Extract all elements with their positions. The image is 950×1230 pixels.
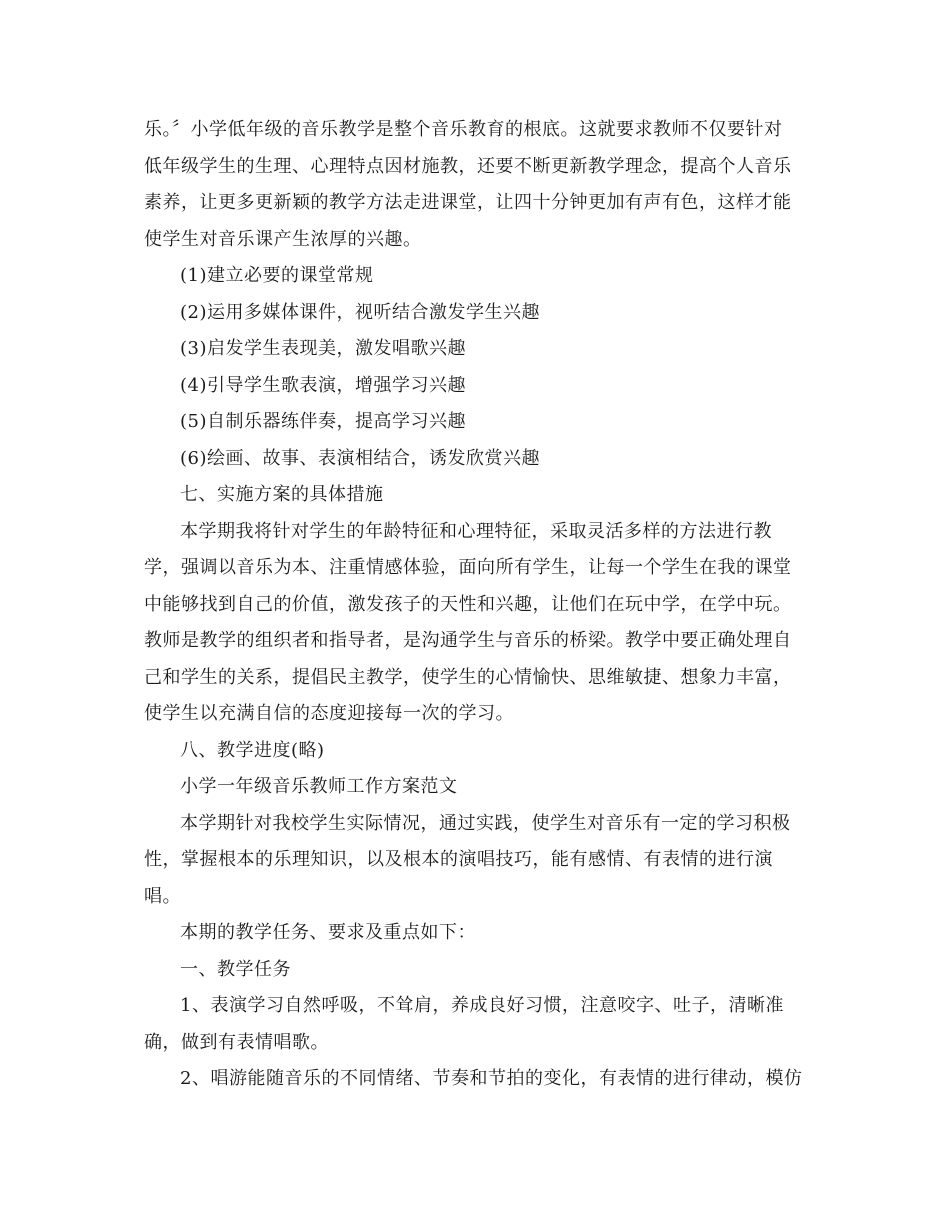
list-item: (3)启发学生表现美，激发唱歌兴趣 <box>180 338 466 359</box>
text-line: 素养，让更多更新颖的教学方法走进课堂，让四十分钟更加有声有色，这样才能 <box>144 192 792 213</box>
text-line: 唱。 <box>144 885 181 907</box>
text-line: 使学生对音乐课产生浓厚的兴趣。 <box>144 228 422 250</box>
list-item: (4)引导学生歌表演，增强学习兴趣 <box>180 374 466 396</box>
document-body <box>144 112 806 1098</box>
list-item: (1)建立必要的课堂常规 <box>180 265 374 286</box>
text-line: 教师是教学的组织者和指导者，是沟通学生与音乐的桥梁。教学中要正确处理自 <box>144 630 792 651</box>
text-line: 2、唱游能随音乐的不同情绪、节奏和节拍的变化，有表情的进行律动，模仿 <box>180 1068 803 1089</box>
text-line: 本学期我将针对学生的年龄特征和心理特征，采取灵活多样的方法进行教 <box>180 520 772 542</box>
text-line: 1、表演学习自然呼吸，不耸肩，养成良好习惯，注意咬字、吐子，清晰准 <box>180 995 784 1016</box>
section-heading: 七、实施方案的具体措施 <box>180 484 384 505</box>
list-item: (5)自制乐器练伴奏，提高学习兴趣 <box>180 411 466 432</box>
text-line: 乐。〞小学低年级的音乐教学是整个音乐教育的根底。这就要求教师不仅要针对 <box>144 119 783 140</box>
document-title: 小学一年级音乐教师工作方案范文 <box>180 776 458 797</box>
list-item: (2)运用多媒体课件，视听结合激发学生兴趣 <box>180 301 540 323</box>
text-line: 确，做到有表情唱歌。 <box>144 1031 329 1053</box>
text-line: 学，强调以音乐为本、注重情感体验，面向所有学生，让每一个学生在我的课堂 <box>144 557 792 578</box>
text-line: 本学期针对我校学生实际情况，通过实践，使学生对音乐有一定的学习积极 <box>180 812 791 834</box>
list-item: (6)绘画、故事、表演相结合，诱发欣赏兴趣 <box>180 447 540 469</box>
text-line: 性，掌握根本的乐理知识，以及根本的演唱技巧，能有感情、有表情的进行演 <box>144 849 773 870</box>
section-heading: 八、教学进度(略) <box>180 739 325 761</box>
text-line: 低年级学生的生理、心理特点因材施教，还要不断更新教学理念，提高个人音乐 <box>144 155 792 177</box>
section-heading: 一、教学任务 <box>180 958 291 980</box>
text-line: 中能够找到自己的价值，激发孩子的天性和兴趣，让他们在玩中学，在学中玩。 <box>144 593 792 615</box>
text-line: 使学生以充满自信的态度迎接每一次的学习。 <box>144 703 514 724</box>
text-line: 己和学生的关系，提倡民主教学，使学生的心情愉快、思维敏捷、想象力丰富， <box>144 666 792 688</box>
text-line: 本期的教学任务、要求及重点如下： <box>180 922 476 943</box>
